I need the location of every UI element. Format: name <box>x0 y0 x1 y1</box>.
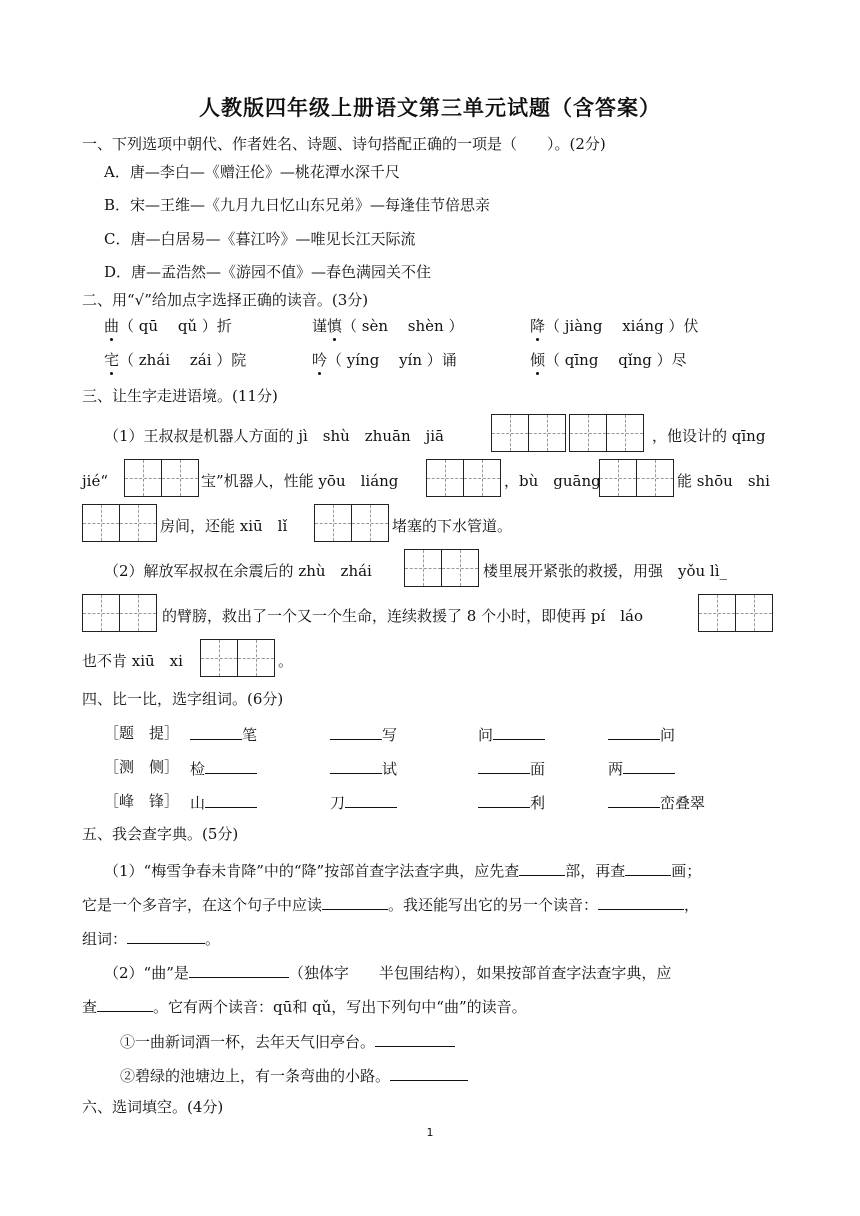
writing-grid[interactable] <box>491 414 643 452</box>
answer-blank[interactable] <box>623 757 675 774</box>
sentence-text: 它是一个多音字，在这个句子中应读 。我还能写出它的另一个读音： ， <box>82 893 699 915</box>
question-3-stem: 三、让生字走进语境。(11分) <box>82 387 278 405</box>
pinyin-item: 吟（ yíng yín ）诵 <box>312 351 457 369</box>
sentence-text: 的臂膀，救出了一个又一个生命，连续救援了 8 个小时，即使再 pí láo <box>162 607 644 625</box>
word-item: 峦叠翠 <box>608 791 705 813</box>
dotted-char: 吟 <box>312 351 328 369</box>
answer-blank[interactable] <box>519 859 565 876</box>
answer-blank[interactable] <box>190 723 242 740</box>
word-item: 刀 <box>330 791 397 813</box>
pinyin-item: 倾（ qīng qǐng ）尽 <box>530 351 687 369</box>
answer-blank[interactable] <box>625 859 671 876</box>
word-item: 试 <box>330 757 397 779</box>
answer-blank[interactable] <box>97 995 153 1012</box>
sentence-text: 房间，还能 xiū lǐ <box>160 517 288 535</box>
question-5-stem: 五、我会查字典。(5分) <box>82 825 239 843</box>
answer-blank[interactable] <box>375 1030 455 1047</box>
answer-blank[interactable] <box>608 723 660 740</box>
writing-grid[interactable] <box>404 549 478 587</box>
sentence-text: ，bù guāng <box>504 472 601 490</box>
answer-blank[interactable] <box>345 791 397 808</box>
sentence-text: 查 。它有两个读音：qū和 qǔ，写出下列句中“曲”的读音。 <box>82 995 527 1017</box>
answer-blank[interactable] <box>478 757 530 774</box>
sentence-text: 楼里展开紧张的救援，用强 yǒu lì_ <box>483 562 728 580</box>
sentence-text: jié“ <box>82 472 108 490</box>
dotted-char: 慎 <box>327 317 343 335</box>
option-b: B．宋—王维—《九月九日忆山东兄弟》—每逢佳节倍思亲 <box>104 196 491 214</box>
option-d: D．唐—孟浩然—《游园不值》—春色满园关不住 <box>104 263 432 281</box>
question-2-stem: 二、用“√”给加点字选择正确的读音。(3分) <box>82 291 369 309</box>
char-pair: ［测 侧］ <box>104 758 180 776</box>
pinyin-item: 谨慎（ sèn shèn ） <box>312 317 464 335</box>
pinyin-item: 曲（ qū qǔ ）折 <box>104 317 232 335</box>
word-item: 利 <box>478 791 545 813</box>
writing-grid[interactable] <box>698 594 772 632</box>
answer-blank[interactable] <box>205 757 257 774</box>
sentence-text: （1）“梅雪争春未肯降”中的“降”按部首查字法查字典，应先查 部，再查 画； <box>104 859 701 881</box>
sentence-text: （2）解放军叔叔在余震后的 zhù zhái <box>104 562 372 580</box>
answer-blank[interactable] <box>390 1064 468 1081</box>
answer-blank[interactable] <box>598 893 684 910</box>
pinyin-item: 宅（ zhái zái ）院 <box>104 351 247 369</box>
pinyin-item: 降（ jiàng xiáng ）伏 <box>530 317 699 335</box>
sentence-text: 能 shōu shi <box>677 472 770 490</box>
sentence-text: 宝”机器人，性能 yōu liáng <box>201 472 399 490</box>
answer-blank[interactable] <box>608 791 660 808</box>
question-4-stem: 四、比一比，选字组词。(6分) <box>82 690 284 708</box>
answer-blank[interactable] <box>493 723 545 740</box>
word-item: 两 <box>608 757 675 779</box>
writing-grid[interactable] <box>599 459 673 497</box>
answer-blank[interactable] <box>189 961 289 978</box>
sentence-text: ①一曲新词酒一杯，去年天气旧亭台。 <box>120 1030 455 1052</box>
word-item: 检 <box>190 757 257 779</box>
char-pair: ［峰 锋］ <box>104 792 180 810</box>
option-a: A．唐—李白—《赠汪伦》—桃花潭水深千尺 <box>104 163 400 181</box>
question-1-stem: 一、下列选项中朝代、作者姓名、诗题、诗句搭配正确的一项是（ ）。(2分) <box>82 135 606 153</box>
writing-grid[interactable] <box>82 504 156 542</box>
word-item: 写 <box>330 723 397 745</box>
answer-blank[interactable] <box>330 757 382 774</box>
page-title: 人教版四年级上册语文第三单元试题（含答案） <box>199 95 661 120</box>
dotted-char: 宅 <box>104 351 120 369</box>
sentence-text: 堵塞的下水管道。 <box>392 517 513 535</box>
dotted-char: 降 <box>530 317 546 335</box>
sentence-text: 组词： 。 <box>82 927 220 949</box>
sentence-text: ，他设计的 qīng <box>652 427 766 445</box>
word-item: 问 <box>478 723 545 745</box>
word-item: 笔 <box>190 723 257 745</box>
question-6-stem: 六、选词填空。(4分) <box>82 1098 224 1116</box>
sentence-text: （2）“曲”是 （独体字 半包围结构），如果按部首查字法查字典，应 <box>104 961 671 983</box>
writing-grid[interactable] <box>200 639 274 677</box>
answer-blank[interactable] <box>322 893 388 910</box>
writing-grid[interactable] <box>426 459 500 497</box>
answer-blank[interactable] <box>330 723 382 740</box>
word-item: 问 <box>608 723 675 745</box>
char-pair: ［题 提］ <box>104 724 180 742</box>
writing-grid[interactable] <box>82 594 156 632</box>
answer-blank[interactable] <box>127 927 205 944</box>
writing-grid[interactable] <box>124 459 198 497</box>
dotted-char: 曲 <box>104 317 120 335</box>
writing-grid[interactable] <box>314 504 388 542</box>
word-item: 山 <box>190 791 257 813</box>
word-item: 面 <box>478 757 545 779</box>
sentence-text: 也不肯 xiū xi <box>82 652 183 670</box>
option-c: C．唐—白居易—《暮江吟》—唯见长江天际流 <box>104 230 416 248</box>
sentence-text: （1）王叔叔是机器人方面的 jì shù zhuān jiā <box>104 427 444 445</box>
page-number: 1 <box>426 1126 434 1139</box>
dotted-char: 倾 <box>530 351 546 369</box>
sentence-text: 。 <box>278 652 294 670</box>
answer-blank[interactable] <box>478 791 530 808</box>
sentence-text: ②碧绿的池塘边上，有一条弯曲的小路。 <box>120 1064 468 1086</box>
answer-blank[interactable] <box>205 791 257 808</box>
